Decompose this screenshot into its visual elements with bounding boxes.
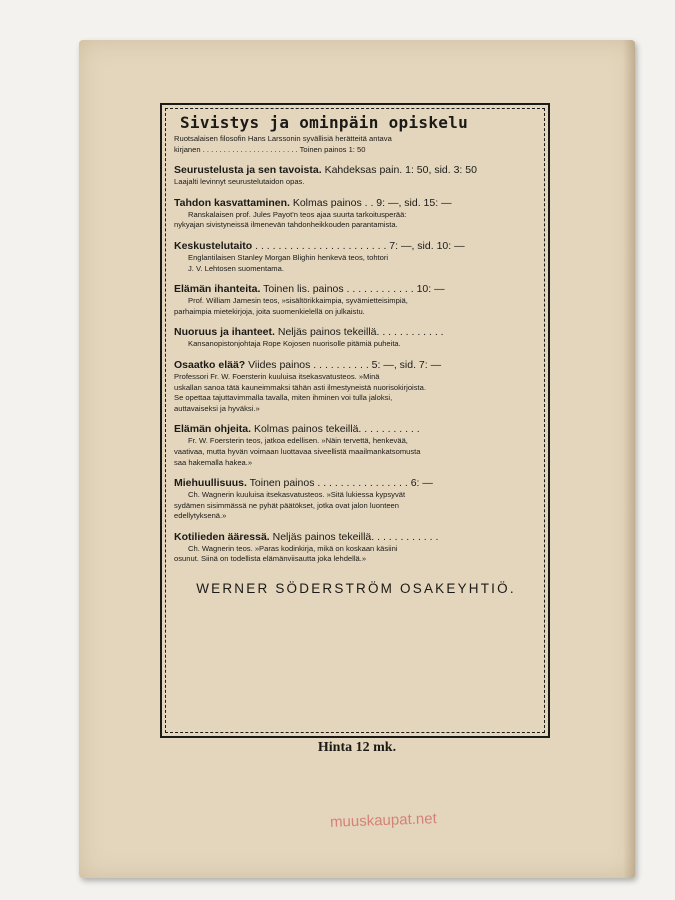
book-edition-price: Neljäs painos tekeillä. . . . . . . . . . . .: [269, 530, 439, 543]
advertisement-inner-border: [165, 108, 545, 733]
publisher-name: WERNER SÖDERSTRÖM OSAKEYHTIÖ.: [196, 581, 516, 597]
book-list: [174, 134, 538, 565]
description-line: Ch. Wagnerin teos. »Paras kodinkirja, mikä on koskaan käsiini: [188, 543, 398, 553]
book-edition-price: Kolmas painos . . 9: —, sid. 15: —: [289, 196, 452, 209]
description-line: Professori Fr. W. Foersterin kuuluisa itsekasvatusteos. »Minä: [174, 371, 380, 381]
book-edition-price: . . . . . . . . . . . . . . . . . . . . . . . 7: —, sid. 10: —: [252, 239, 465, 252]
book-entry: [174, 325, 538, 350]
description-line: sydämen sisimmässä ne pyhät päätökset, jotka ovat jalon luonteen: [174, 500, 399, 510]
description-line: osunut. Siinä on todellista elämänviisautta joka lehdellä.»: [174, 554, 367, 564]
book-entry-title-line: [174, 282, 538, 296]
book-description: [174, 134, 538, 155]
book-title: Elämän ohjeita.: [174, 423, 252, 436]
book-entry-title-line: [174, 325, 538, 339]
book-description: [174, 296, 538, 317]
book-entry: [174, 530, 538, 565]
description-line: auttavaiseksi ja hyväksi.»: [174, 403, 260, 413]
book-entry-title-line: [174, 163, 538, 177]
price-label: Hinta 12 mk.: [317, 740, 397, 755]
book-description: [174, 490, 538, 522]
description-line: Fr. W. Foersterin teos, jatkoa edellisen. »Näin tervettä, henkevää,: [188, 436, 408, 446]
description-line: saa hakemalla hakea.»: [174, 457, 253, 467]
watermark: muuskaupat.net: [329, 810, 438, 831]
book-entry: [174, 282, 538, 317]
book-entry-title-line: [174, 358, 538, 372]
book-edition-price: Kahdeksas pain. 1: 50, sid. 3: 50: [321, 164, 477, 177]
book-entry-title-line: [174, 476, 538, 490]
description-line: J. V. Lehtosen suomentama.: [188, 263, 284, 273]
book-title: Nuoruus ja ihanteet.: [174, 326, 275, 339]
book-description: [174, 436, 538, 468]
book-entry: [174, 163, 538, 188]
description-line: Ruotsalaisen filosofin Hans Larssonin syvällisiä herätteitä antava: [174, 134, 392, 143]
book-title: Seurustelusta ja sen tavoista.: [174, 164, 322, 177]
book-entry: [174, 476, 538, 522]
description-line: Se opettaa tajuttavimmalla tavalla, miten ihminen voi tulla jaloksi,: [174, 393, 393, 403]
book-title: Keskustelutaito: [174, 239, 253, 252]
book-entry: [174, 422, 538, 468]
book-edition-price: Kolmas painos tekeillä. . . . . . . . . . .: [251, 423, 420, 436]
description-line: parhaimpia mietekirjoja, joita suomenkielellä on julkaistu.: [174, 306, 365, 316]
book-entry-title-line: [174, 422, 538, 436]
description-line: nykyajan sivistyneissä ilmenevän tahdonheikkouden parantamista.: [174, 220, 398, 230]
book-description: [174, 210, 538, 231]
book-description: [174, 544, 538, 565]
book-title: Kotilieden ääressä.: [174, 530, 270, 543]
description-line: Prof. William Jamesin teos, »sisältörikkaimpia, syvämietteisimpiä,: [188, 296, 408, 306]
series-heading: Sivistys ja ominpäin opiskelu: [180, 113, 469, 132]
book-description: [174, 339, 538, 350]
book-title: Elämän ihanteita.: [174, 283, 261, 296]
book-description: [174, 177, 538, 188]
book-edition-price: Neljäs painos tekeillä. . . . . . . . . . . .: [274, 326, 444, 339]
book-entry: [174, 134, 538, 155]
book-entry: [174, 239, 538, 274]
description-line: Englantilaisen Stanley Morgan Blighin henkevä teos, tohtori: [188, 252, 389, 262]
book-description: [174, 372, 538, 414]
book-edition-price: Toinen painos . . . . . . . . . . . . . . . . 6: —: [246, 477, 433, 490]
description-line: Laajalti levinnyt seurustelutaidon opas.: [174, 177, 305, 187]
description-line: uskallan sanoa tätä kauneimmaksi tähän asti ilmestyneistä nuorisokirjoista.: [174, 382, 426, 392]
description-line: kirjanen . . . . . . . . . . . . . . . . . . . . . . . Toinen painos 1: 50: [174, 144, 366, 154]
description-line: Ch. Wagnerin kuuluisa itsekasvatusteos. »Sitä lukiessa kypsyvät: [188, 490, 406, 500]
description-line: Kansanopistonjohtaja Rope Kojosen nuorisolle pitämiä puheita.: [188, 339, 401, 349]
advertisement-frame: [160, 103, 550, 738]
book-title: Osaatko elää?: [174, 358, 246, 371]
book-back-cover: [79, 40, 635, 878]
book-title: Miehuullisuus.: [174, 477, 247, 490]
book-entry-title-line: [174, 530, 538, 544]
book-edition-price: Viides painos . . . . . . . . . . 5: —, sid. 7: —: [245, 358, 442, 371]
book-entry-title-line: [174, 196, 538, 210]
book-entry-title-line: [174, 239, 538, 253]
description-line: edellytyksenä.»: [174, 511, 227, 521]
book-entry: [174, 358, 538, 414]
description-line: vaativaa, mutta hyvän voimaan luottavaa siveellistä maailmankatsomusta: [174, 446, 421, 456]
book-description: [174, 253, 538, 274]
book-title: Tahdon kasvattaminen.: [174, 196, 290, 209]
book-entry: [174, 196, 538, 231]
description-line: Ranskalaisen prof. Jules Payot'n teos ajaa suurta tarkoitusperää:: [188, 209, 407, 219]
book-edition-price: Toinen lis. painos . . . . . . . . . . . . 10: —: [260, 283, 445, 296]
